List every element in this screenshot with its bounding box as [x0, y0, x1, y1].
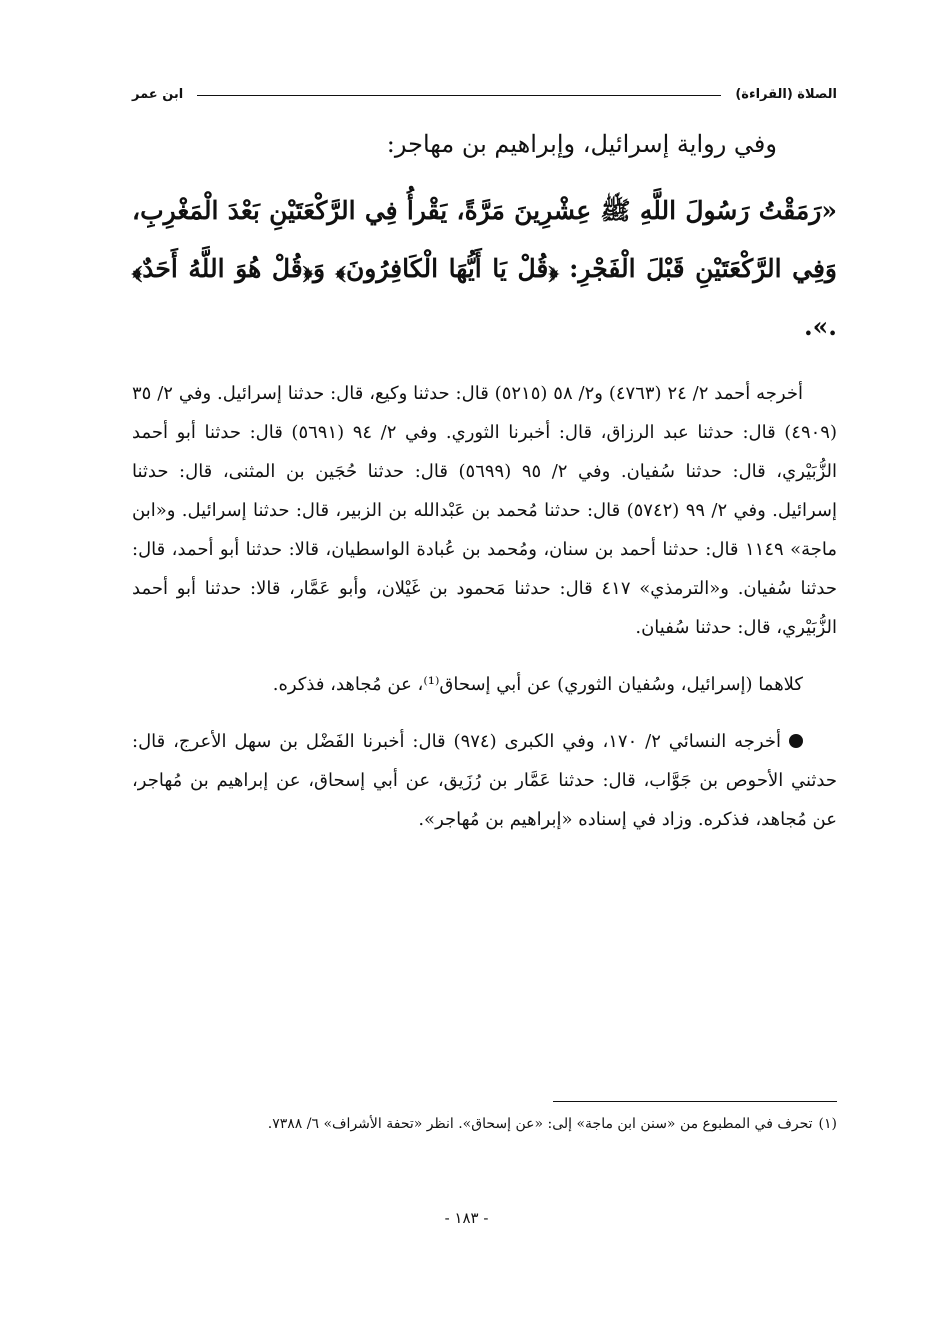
page-number: - ١٨٣ -	[444, 1209, 489, 1227]
main-content	[132, 124, 837, 857]
intro-line: وفي رواية إسرائيل، وإبراهيم بن مهاجر:	[386, 130, 777, 158]
takhrij-paragraph-1: أخرجه أحمد ٢/ ٢٤ (٤٧٦٣) و٢/ ٥٨ (٥٢١٥) قال: حدثنا وكيع، قال: حدثنا إسرائيل. وفي ٢/ ٣٥ (٤٩٠٩) قال: حدثنا عبد الرزاق، قال: أخبرنا الثوري. وفي ٢/ ٩٤ (٥٦٩١) قال: حدثنا أبو أحمد الزُّبَيْري، قال: حدثنا سُفيان. وفي ٢/ ٩٥ (٥٦٩٩) قال: حدثنا حُجَين بن المثنى، قال: حدثنا إسرائيل. وفي ٢/ ٩٩ (٥٧٤٢) قال: حدثنا مُحمد بن عَبْدالله بن الزبير، قال: حدثنا إسرائيل. و«ابن ماجة» ١١٤٩ قال: حدثنا أحمد بن سنان، ومُحمد بن عُبادة الواسطيان، قالا: حدثنا أبو أحمد، قال: حدثنا سُفيان. و«الترمذي» ٤١٧ قال: حدثنا مَحمود بن غَيْلان، وأبو عَمَّار، قالا: حدثنا أبو أحمد الزُّبَيْري، قال: حدثنا سُفيان.	[132, 383, 838, 638]
header-left-title: ابن عمر	[132, 86, 184, 102]
footnote-separator	[553, 1101, 837, 1102]
takhrij-paragraph-3-text: أخرجه النسائي ٢/ ١٧٠، وفي الكبرى (٩٧٤) قال: أخبرنا الفَضْل بن سهل الأعرج، قال: حدثني الأحوص بن جَوَّاب، قال: حدثنا عَمَّار بن رُزَيق، عن أبي إسحاق، عن إبراهيم بن مُهاجر، عن مُجاهد، فذكره. وزاد في إسناده «إبراهيم بن مُهاجر».	[132, 731, 837, 830]
footnote-number: (١)	[818, 1116, 837, 1132]
header-rule	[197, 95, 721, 96]
hadith-text: «رَمَقْتُ رَسُولَ اللَّهِ ﷺ عِشْرِينَ مَرَّةً، يَقْرأُ فِي الرَّكْعَتَيْنِ بَعْدَ الْمَغْرِبِ، وَفِي الرَّكْعَتَيْنِ قَبْلَ الْفَجْرِ: ﴿قُلْ يَا أَيُّهَا الْكَافِرُونَ﴾ وَ﴿قُلْ هُوَ اللَّهُ أَحَدٌ﴾ .».	[132, 196, 837, 341]
bullet-icon	[789, 734, 803, 748]
footnote	[132, 1112, 837, 1136]
page-header	[132, 82, 837, 106]
takhrij-paragraph-3	[132, 722, 837, 839]
footnote-text: تحرف في المطبوع من «سنن ابن ماجة» إلى: «عن إسحاق». انظر «تحفة الأشراف» ٦/ ٧٣٨٨.	[267, 1116, 813, 1132]
takhrij-paragraph-2: كلاهما (إسرائيل، وسُفيان الثوري) عن أبي إسحاق⁽¹⁾، عن مُجاهد، فذكره.	[272, 674, 803, 695]
header-right-title: الصلاة (القراءة)	[735, 86, 837, 102]
